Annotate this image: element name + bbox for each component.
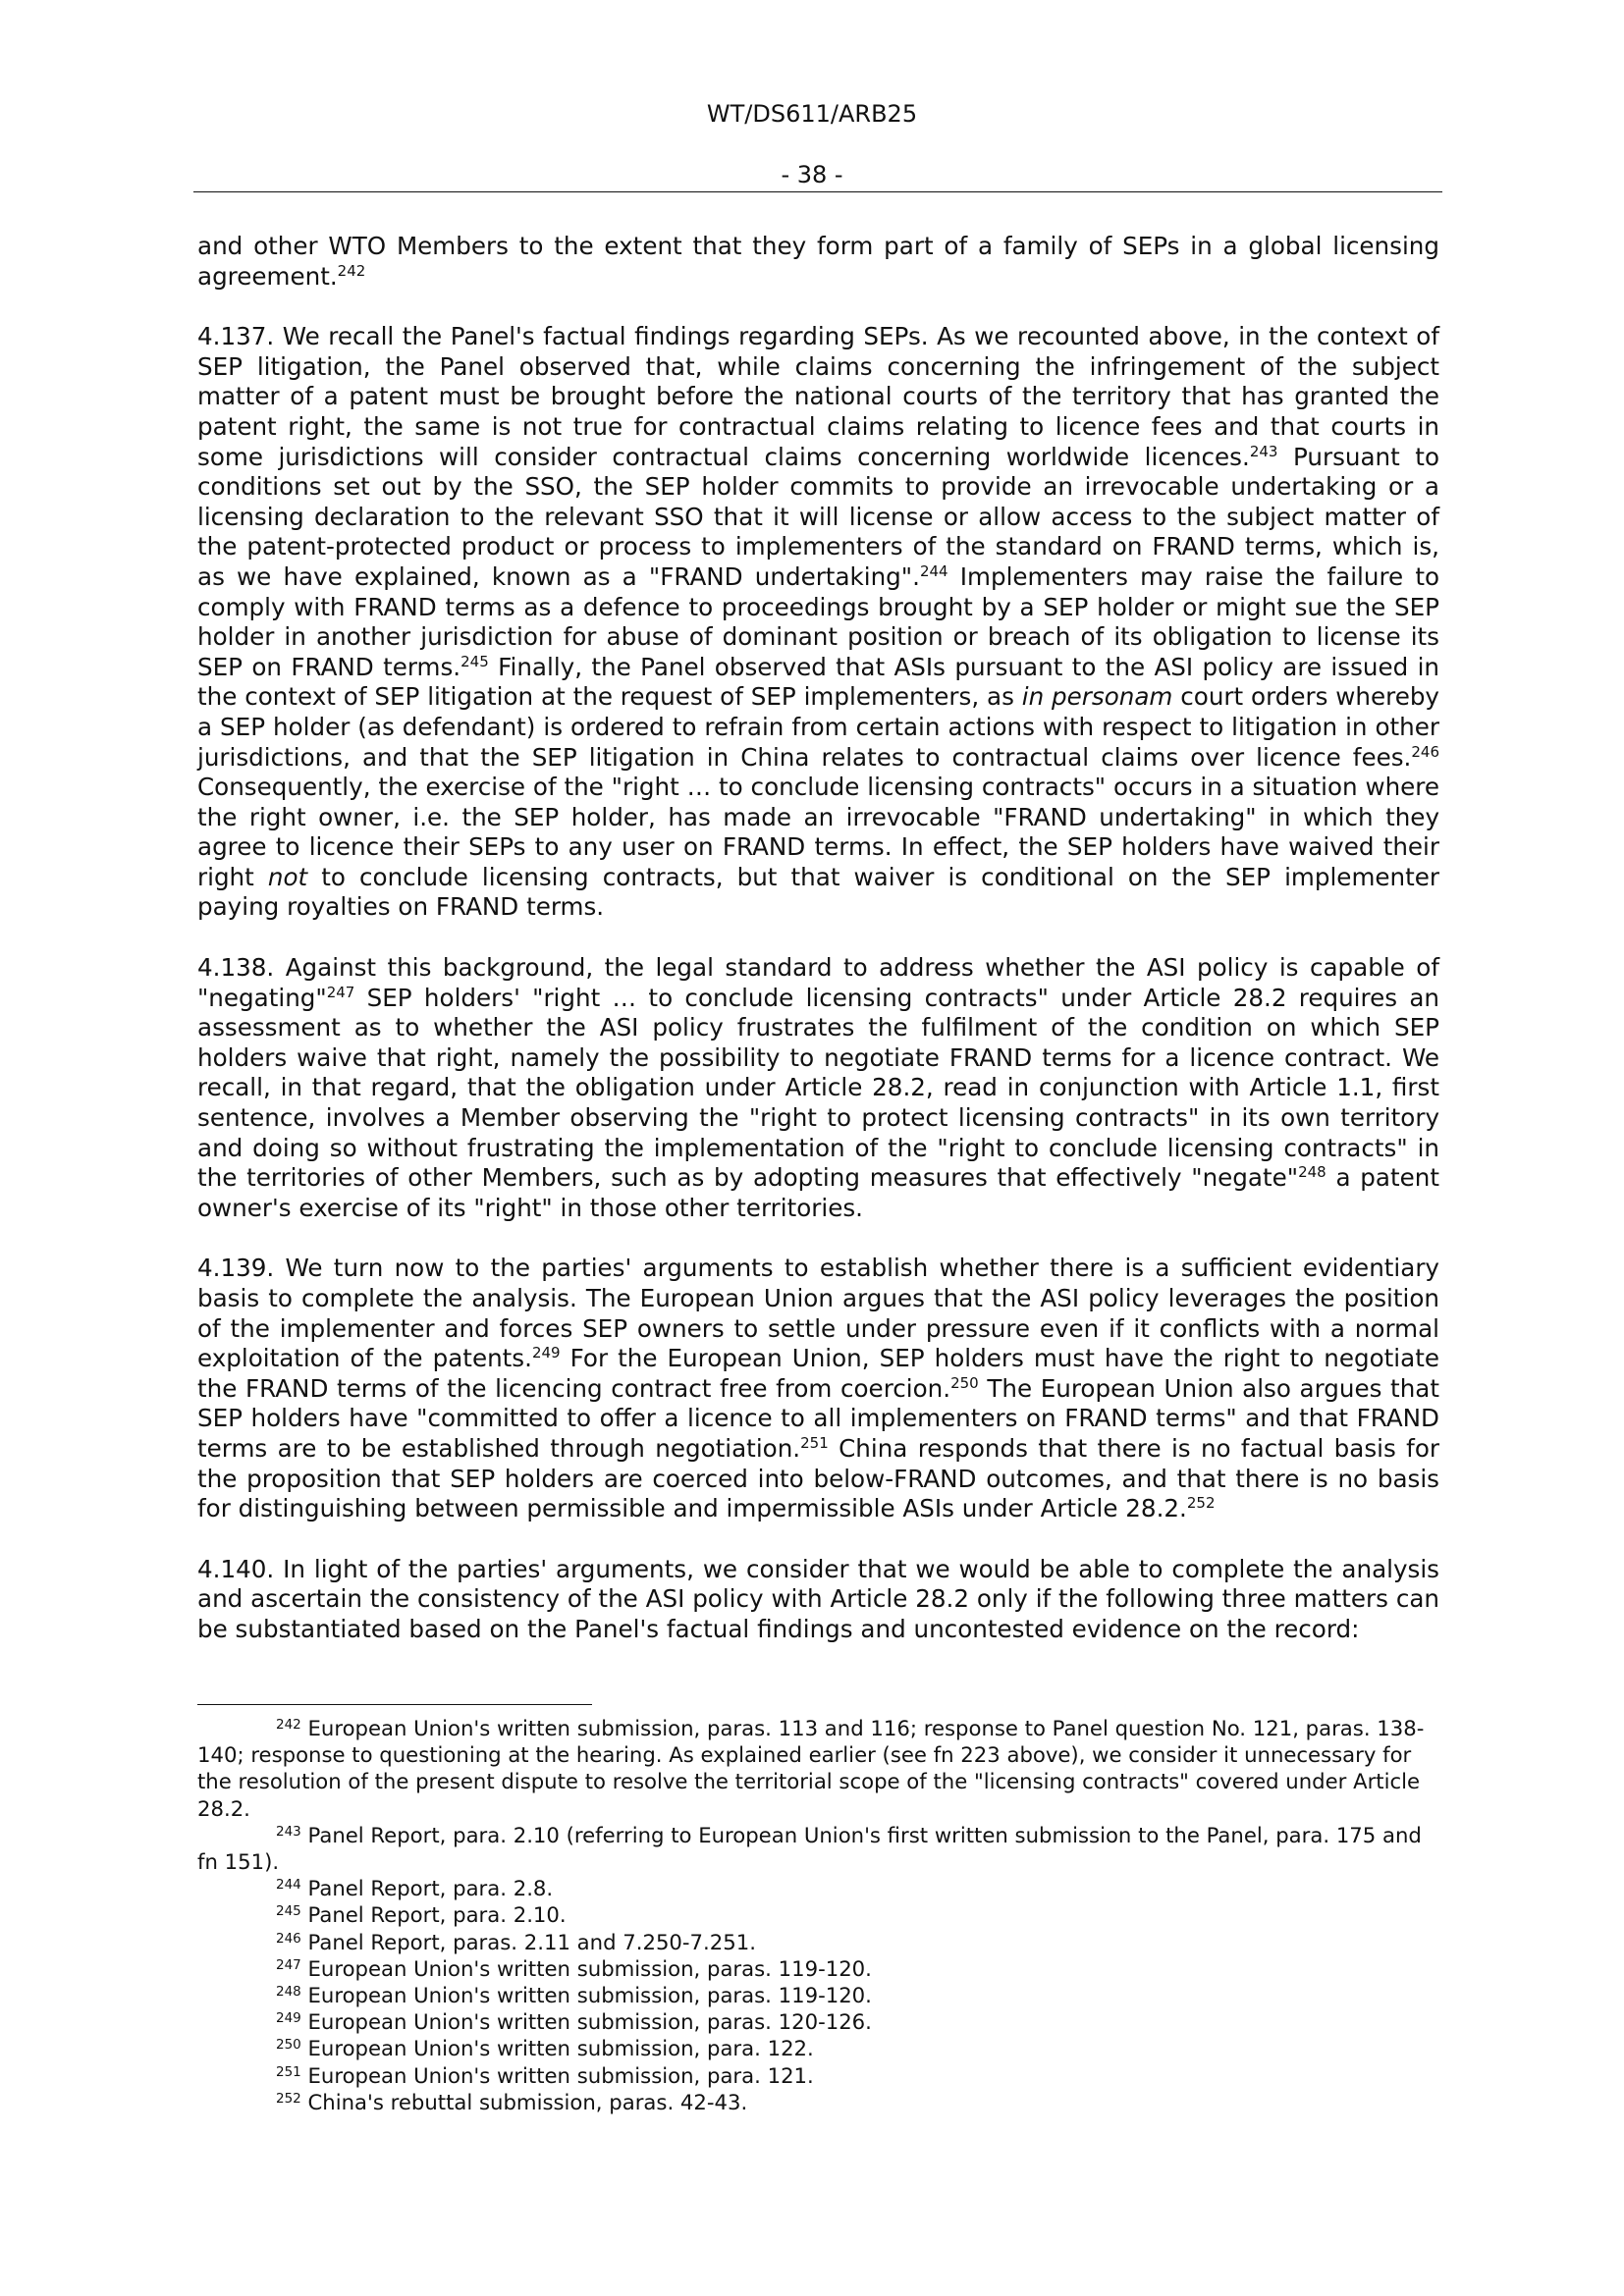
footnote-number: 250 [276, 2037, 301, 2054]
text: 4.139. We turn now to the parties' arguments to establish whether there is a sufficient evidentiary basis to complete the analysis. The European Union argues that the ASI policy leverages the position of the implementer and forces SEP owners to settle under pressure even if it conflicts with a normal exploitation of the patents. [197, 1254, 1439, 1373]
header-rule [193, 191, 1442, 192]
footnote [197, 2008, 1439, 2035]
footnote-number: 242 [276, 1717, 301, 1733]
footnote-ref[interactable]: 248 [1298, 1163, 1326, 1182]
footnote [197, 2089, 1439, 2115]
footnote-number: 248 [276, 1984, 301, 2001]
text: 4.137. We recall the Panel's factual findings regarding SEPs. As we recounted above, in the context of SEP litigation, the Panel observed that, while claims concerning the infringement of the subject matter of a patent must be brought before the national courts of the territory that has granted the patent right, the same is not true for contractual claims relating to licence fees and that courts in some jurisdictions will consider contractual claims concerning worldwide licences. [197, 322, 1439, 471]
text: Implementers may raise the failure to comply with FRAND terms as a defence to proceedings brought by a SEP holder or might sue the SEP holder in another jurisdiction for abuse of dominant position or breach of its obligation to license its SEP on FRAND terms. [197, 561, 1440, 681]
footnote-ref[interactable]: 252 [1186, 1494, 1216, 1513]
footnote-text: Panel Report, para. 2.10. [300, 1902, 567, 1928]
footnotes [197, 1715, 1439, 2115]
document-symbol: WT/DS611/ARB25 [706, 100, 918, 128]
footnote-ref[interactable]: 245 [460, 652, 489, 670]
footnote-ref[interactable]: 250 [950, 1373, 979, 1392]
footnote-text: China's rebuttal submission, paras. 42-43. [300, 2089, 748, 2114]
footnote [197, 1901, 1439, 1928]
footnote-ref[interactable]: 249 [531, 1344, 561, 1362]
text: and other WTO Members to the extent that they form part of a family of SEPs in a global licensing agreement. [197, 232, 1439, 291]
text: Consequently, the exercise of the "right … to conclude licensing contracts" occurs in a situation where the right owner, i.e. the SEP holder, has made an irrevocable "FRAND undertaking" in which they agree to licence their SEPs to any user on FRAND terms. In effect, the SEP holders have waived their right [197, 773, 1439, 891]
footnote [197, 1822, 1439, 1875]
text: Pursuant to conditions set out by the SSO, the SEP holder commits to provide an irrevocable undertaking or a licensing declaration to the relevant SSO that it will license or allow access to the subject matter of the patent-protected product or process to implementers of the standard on FRAND terms, which is, as we have explained, known as a "FRAND undertaking". [197, 442, 1439, 591]
footnote-number: 249 [276, 2010, 301, 2027]
footnote-ref[interactable]: 251 [800, 1433, 829, 1452]
footnote-text: European Union's written submission, para. 122. [300, 2036, 814, 2061]
footnote-number: 244 [276, 1877, 301, 1894]
footnote-text: European Union's written submission, paras. 119-120. [300, 1955, 872, 1981]
text: 4.138. Against this background, the legal standard to address whether the ASI policy is capable of "negating" [197, 953, 1439, 1012]
paragraph-4-138 [197, 953, 1439, 1223]
footnote-text: European Union's written submission, para. 121. [300, 2062, 814, 2088]
footnote-text: European Union's written submission, paras. 119-120. [300, 1983, 872, 2008]
footnote [197, 1929, 1439, 1955]
footnote [197, 1982, 1439, 2008]
text: For the European Union, SEP holders must have the right to negotiate the FRAND terms of the licencing contract free from coercion. [197, 1344, 1439, 1403]
footnote-number: 247 [276, 1956, 301, 1973]
footnote-number: 245 [276, 1903, 301, 1920]
text: court orders whereby a SEP holder (as defendant) is ordered to refrain from certain actions with respect to litigation in other jurisdictions, and that the SEP litigation in China relates to contractual claims over licence fees. [197, 682, 1439, 772]
text: a patent owner's exercise of its "right" in those other territories. [197, 1163, 1439, 1222]
footnote-text: Panel Report, paras. 2.11 and 7.250-7.251. [300, 1929, 756, 1954]
footnote-number: 246 [276, 1930, 301, 1947]
text: to conclude licensing contracts, but that waiver is conditional on the SEP implementer paying royalties on FRAND terms. [197, 862, 1440, 922]
text: 4.140. In light of the parties' arguments, we consider that we would be able to complete the analysis and ascertain the consistency of the ASI policy with Article 28.2 only if the following three matters can be substantiated based on the Panel's factual findings and uncontested evidence on the record: [197, 1554, 1439, 1643]
footnote-text: Panel Report, para. 2.10 (referring to European Union's first written submission to the Panel, para. 175 and fn 151). [197, 1822, 1422, 1875]
footnote-ref[interactable]: 247 [326, 983, 355, 1001]
document-body [197, 232, 1439, 1676]
page-number: - 38 - [781, 161, 843, 188]
footnote-number: 243 [276, 1823, 301, 1840]
paragraph-4-137 [197, 322, 1439, 923]
footnote-ref[interactable]: 243 [1249, 442, 1278, 460]
text: China responds that there is no factual basis for the proposition that SEP holders are coerced into below-FRAND outcomes, and that there is no basis for distinguishing between permissible and impermissible ASIs under Article 28.2. [197, 1433, 1439, 1523]
paragraph-4-139 [197, 1254, 1439, 1523]
text: Finally, the Panel observed that ASIs pursuant to the ASI policy are issued in the context of SEP litigation at the request of SEP implementers, as [197, 652, 1439, 712]
italic-text: in personam [1021, 682, 1173, 712]
footnote [197, 1955, 1439, 1982]
footnote [197, 1875, 1439, 1901]
paragraph-4-140 [197, 1555, 1439, 1645]
footnote-text: European Union's written submission, paras. 120-126. [300, 2009, 872, 2035]
footnote-separator [197, 1704, 592, 1705]
footnote [197, 2035, 1439, 2061]
footnote-ref[interactable]: 242 [337, 261, 366, 280]
footnote [197, 2062, 1439, 2089]
text: SEP holders' "right … to conclude licensing contracts" under Article 28.2 requires an assessment as to whether the ASI policy frustrates the fulfilment of the condition on which SEP holders waive that right, namely the possibility to negotiate FRAND terms for a licence contract. We recall, in that regard, that the obligation under Article 28.2, read in conjunction with Article 1.1, first sentence, involves a Member observing the "right to protect licensing contracts" in its own territory and doing so without frustrating the implementation of the "right to conclude licensing contracts" in the territories of other Members, such as by adopting measures that effectively "negate" [197, 983, 1439, 1193]
footnote-text: Panel Report, para. 2.8. [300, 1876, 554, 1901]
footnote-ref[interactable]: 244 [919, 561, 948, 580]
footnote [197, 1715, 1439, 1822]
footnote-number: 252 [276, 2090, 301, 2107]
footnote-ref[interactable]: 246 [1411, 742, 1439, 761]
paragraph-continuation [197, 232, 1439, 292]
text: The European Union also argues that SEP holders have "committed to offer a licence to all implementers on FRAND terms" and that FRAND terms are to be established through negotiation. [197, 1373, 1440, 1463]
footnote-number: 251 [276, 2063, 301, 2080]
italic-text: not [267, 862, 308, 891]
footnote-text: European Union's written submission, paras. 113 and 116; response to Panel question No. 121, paras. 138-140; response to questioning at the hearing. As explained earlier (see fn 223 above), we consider it unnecessary for the resolution of the present dispute to resolve the territorial scope of the "licensing contracts" covered under Article 28.2. [197, 1716, 1425, 1821]
